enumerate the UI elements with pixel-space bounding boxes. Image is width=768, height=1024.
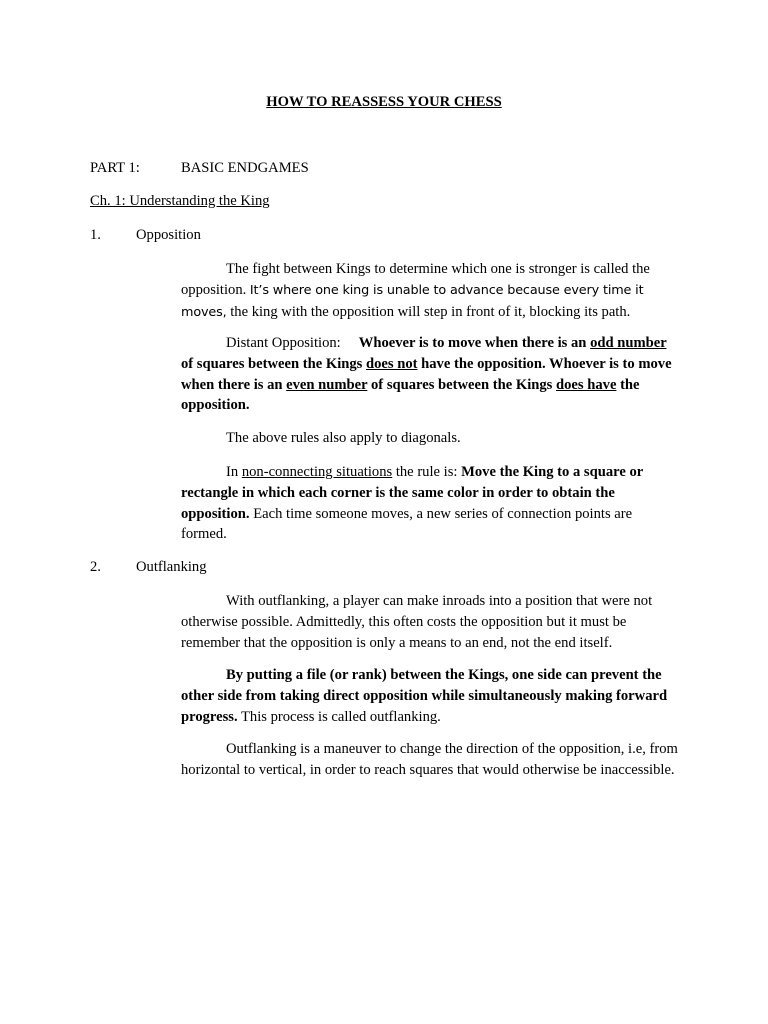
chapter-heading: Ch. 1: Understanding the King — [90, 193, 270, 209]
paragraph-diagonals: The above rules also apply to diagonals. — [226, 430, 461, 446]
paragraph-distant-opposition: Distant Opposition: Whoever is to move when there is an odd number of squares between the Kings does not have the opposition. Whoever is to move when there is an even number of squares between the Kings does have the opposition. — [181, 335, 672, 414]
section-number: 2. — [90, 559, 101, 575]
document-title: HOW TO REASSESS YOUR CHESS — [266, 94, 502, 110]
section-title: Opposition — [136, 227, 201, 243]
part-title: BASIC ENDGAMES — [181, 160, 309, 176]
paragraph-outflanking-maneuver: Outflanking is a maneuver to change the direction of the opposition, i.e, from horizontal to vertical, in order to reach squares that would otherwise be inaccessible. — [181, 741, 678, 778]
paragraph-outflanking-rule: By putting a file (or rank) between the Kings, one side can prevent the other side from taking direct opposition while simultaneously making forward progress. This process is called outflanking. — [181, 667, 668, 725]
paragraph-outflanking-intro: With outflanking, a player can make inroads into a position that were not otherwise possible. Admittedly, this often costs the opposition but it must be remember that the opposition is only a means to an end, not the end itself. — [181, 593, 653, 651]
section-title: Outflanking — [136, 559, 207, 575]
paragraph-non-connecting: In non-connecting situations the rule is: Move the King to a square or rectangle in which each corner is the same color in order to obtain the opposition. Each time someone moves, a new series of connection points are formed. — [181, 464, 643, 543]
paragraph-opposition-definition: The fight between Kings to determine which one is stronger is called the opposition. It’s where one king is unable to advance because every time it moves, the king with the opposition will step in front of it, blocking its path. — [181, 261, 650, 320]
part-label: PART 1: — [90, 160, 140, 176]
section-number: 1. — [90, 227, 101, 243]
